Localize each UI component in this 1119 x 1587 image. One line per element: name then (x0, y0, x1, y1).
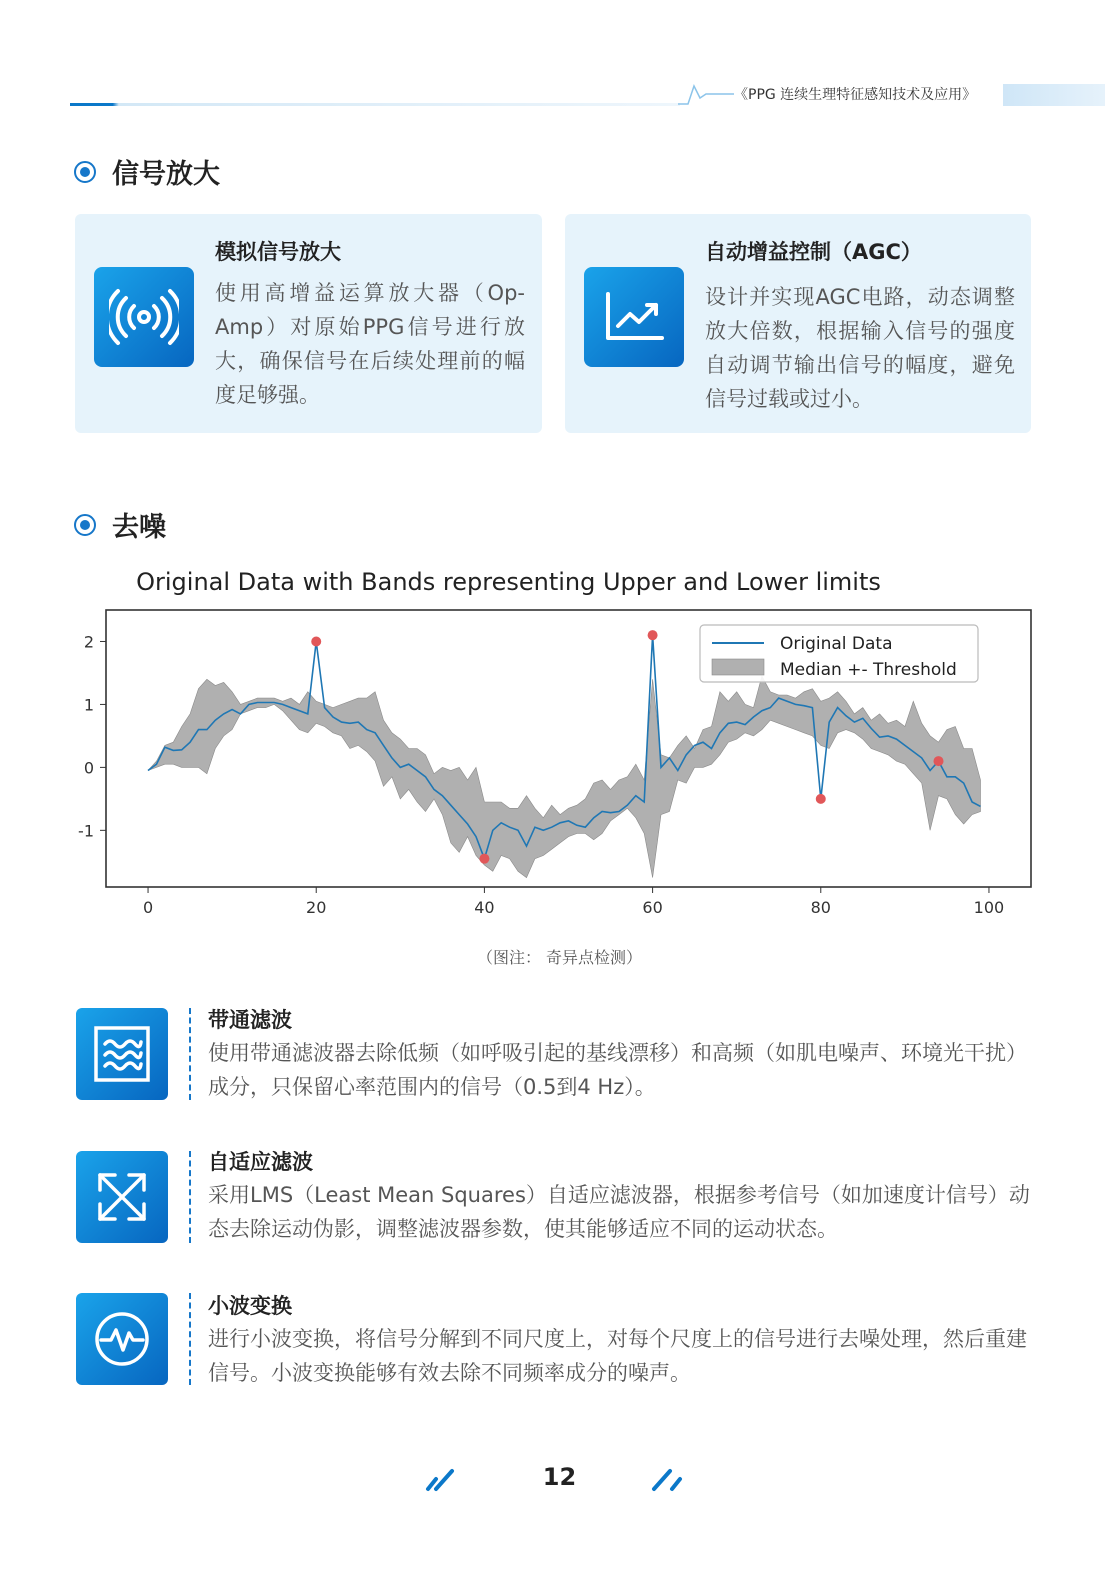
line-chart-icon (584, 267, 684, 367)
page-number: 12 (542, 1463, 577, 1491)
outlier-point (479, 854, 489, 864)
chart-title: Original Data with Bands representing Upper and Lower limits (136, 568, 881, 596)
outlier-point (816, 794, 826, 804)
outlier-point (648, 630, 658, 640)
section-title: 信号放大 (112, 159, 220, 190)
y-tick-label: 2 (83, 632, 94, 652)
x-tick-label: 20 (306, 898, 327, 917)
divider (189, 1008, 191, 1100)
x-tick-label: 0 (142, 898, 154, 917)
bullet-icon (74, 514, 96, 536)
y-tick-label: 1 (83, 695, 94, 715)
header-rule (70, 103, 680, 106)
book-title: 《PPG 连续生理特征感知技术及应用》 (734, 87, 977, 103)
card-body: 设计并实现AGC电路，动态调整放大倍数，根据输入信号的强度自动调节输出信号的幅度，避免信号过载或过小。 (705, 285, 1015, 411)
x-tick-label: 60 (642, 898, 663, 917)
divider (189, 1293, 191, 1385)
divider (189, 1151, 191, 1243)
method-title: 带通滤波 (208, 1008, 292, 1032)
x-tick-label: 80 (810, 898, 831, 917)
threshold-band (148, 676, 981, 878)
method-body: 使用带通滤波器去除低频（如呼吸引起的基线漂移）和高频（如肌电噪声、环境光干扰）成分，只保留心率范围内的信号（0.5到4 Hz）。 (208, 1041, 1027, 1099)
method-title: 小波变换 (208, 1294, 292, 1318)
outlier-detection-chart (60, 560, 1050, 930)
outlier-point (934, 756, 944, 766)
broadcast-icon (94, 267, 194, 367)
section-title: 去噪 (112, 512, 166, 543)
y-tick-label: -1 (78, 821, 94, 841)
pulse-circle-icon (76, 1293, 168, 1385)
section-heading-amplify (74, 152, 220, 191)
outlier-point (311, 636, 321, 646)
section-heading-denoise (74, 505, 166, 544)
wave-filter-icon (76, 1008, 168, 1100)
expand-arrows-icon (76, 1151, 168, 1243)
x-tick-label: 40 (474, 898, 495, 917)
chart-caption: （图注： 奇异点检测） (476, 948, 643, 967)
card-title: 模拟信号放大 (215, 240, 341, 264)
bullet-icon (74, 161, 96, 183)
legend-label: Original Data (780, 634, 893, 654)
header-pulse-decoration (676, 80, 736, 108)
card-title: 自动增益控制（AGC） (705, 240, 922, 264)
method-title: 自适应滤波 (208, 1150, 313, 1174)
card-analog-amplify (75, 214, 542, 433)
card-body: 使用高增益运算放大器（Op-Amp）对原始PPG信号进行放大，确保信号在后续处理前的幅度足够强。 (215, 281, 525, 407)
y-tick-label: 0 (83, 758, 94, 778)
legend-label: Median +- Threshold (780, 660, 957, 680)
legend-band-swatch (712, 659, 764, 675)
method-body: 采用LMS（Least Mean Squares）自适应滤波器，根据参考信号（如加速度计信号）动态去除运动伪影，调整滤波器参数，使其能够适应不同的运动状态。 (208, 1183, 1030, 1241)
header-accent-band (1003, 84, 1105, 106)
x-tick-label: 100 (973, 898, 1005, 917)
card-agc (565, 214, 1031, 433)
method-body: 进行小波变换，将信号分解到不同尺度上，对每个尺度上的信号进行去噪处理，然后重建信号。小波变换能够有效去除不同频率成分的噪声。 (208, 1327, 1027, 1385)
slash-decoration-right (650, 1467, 684, 1493)
